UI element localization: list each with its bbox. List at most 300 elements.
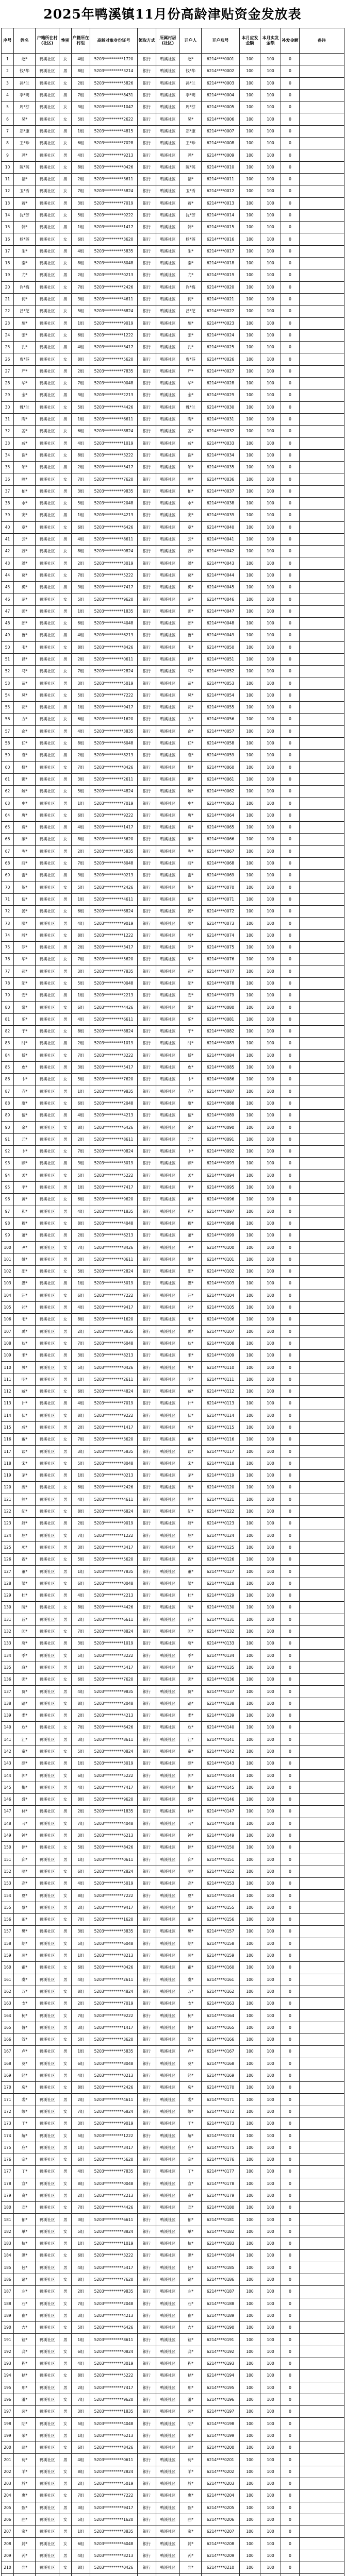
cell-account-number: 6214****0130 xyxy=(202,1602,240,1614)
table-row xyxy=(2,906,344,918)
cell-village-group: 8组 xyxy=(72,1602,90,1614)
cell-gender: 女 xyxy=(59,761,72,773)
cell-household-village: 鸭溪社区 xyxy=(36,857,59,869)
cell-name: 严* xyxy=(14,365,36,377)
cell-back-pay: 0 xyxy=(281,2214,300,2226)
cell-back-pay: 0 xyxy=(281,1301,300,1313)
cell-remarks xyxy=(300,1122,344,1133)
cell-amount-paid: 100 xyxy=(260,990,281,1002)
cell-payment-method: 银行 xyxy=(138,1446,156,1458)
cell-amount-paid: 100 xyxy=(260,2550,281,2562)
cell-account-number: 6214****0088 xyxy=(202,1097,240,1109)
cell-village-group: 1组 xyxy=(72,2334,90,2346)
cell-village-group: 5组 xyxy=(72,786,90,798)
cell-name: 郁* xyxy=(14,2214,36,2226)
cell-name: 潘* xyxy=(14,557,36,569)
cell-remarks xyxy=(300,101,344,113)
cell-gender: 女 xyxy=(59,1602,72,1614)
cell-account-holder: 时* xyxy=(180,1038,202,1049)
cell-household-village: 鸭溪社区 xyxy=(36,2490,59,2502)
cell-payment-method: 银行 xyxy=(138,2130,156,2142)
cell-amount-due: 100 xyxy=(240,329,260,341)
cell-village-group: 2组 xyxy=(72,1230,90,1242)
page-title: 2025年鸭溪镇11月份高龄津贴资金发放表 xyxy=(43,7,302,22)
table-row xyxy=(2,2142,344,2154)
cell-account-holder: 邓* xyxy=(180,2202,202,2214)
cell-account-holder: 李*明 xyxy=(180,89,202,101)
cell-name: 戴* xyxy=(14,1434,36,1446)
cell-back-pay: 0 xyxy=(281,161,300,173)
cell-gender: 女 xyxy=(59,1217,72,1229)
cell-back-pay: 0 xyxy=(281,2322,300,2334)
cell-payment-method: 银行 xyxy=(138,1878,156,1890)
cell-account-number: 6214****0079 xyxy=(202,990,240,1002)
cell-account-number: 6214****0169 xyxy=(202,2070,240,2081)
cell-amount-due: 100 xyxy=(240,2370,260,2382)
cell-account-holder: 滕* xyxy=(180,918,202,929)
cell-id-number: 5203**********0426 xyxy=(90,1962,138,1974)
table-row xyxy=(2,1902,344,1913)
cell-account-number: 6214****0198 xyxy=(202,2418,240,2430)
cell-name: 水* xyxy=(14,497,36,509)
cell-village-group: 1组 xyxy=(72,1566,90,1578)
cell-account-number: 6214****0194 xyxy=(202,2370,240,2382)
cell-index: 2 xyxy=(2,65,14,77)
cell-household-village: 鸭溪社区 xyxy=(36,1337,59,1349)
cell-account-holder: 戴* xyxy=(180,1434,202,1446)
cell-amount-paid: 100 xyxy=(260,1554,281,1566)
cell-name: 张* xyxy=(14,329,36,341)
cell-name: 倪* xyxy=(14,893,36,905)
cell-household-village: 鸭溪社区 xyxy=(36,1301,59,1313)
cell-back-pay: 0 xyxy=(281,1866,300,1877)
cell-household-village: 鸭溪社区 xyxy=(36,1758,59,1770)
cell-name: 路* xyxy=(14,1698,36,1709)
cell-amount-due: 100 xyxy=(240,161,260,173)
cell-index: 174 xyxy=(2,2130,14,2142)
table-row xyxy=(2,449,344,461)
cell-account-holder: 滑* xyxy=(180,2394,202,2405)
cell-remarks xyxy=(300,1709,344,1721)
cell-gender: 男 xyxy=(59,1206,72,1217)
cell-payment-method: 银行 xyxy=(138,378,156,389)
cell-name: 章* xyxy=(14,521,36,533)
cell-payment-method: 银行 xyxy=(138,1133,156,1145)
cell-account-number: 6214****0097 xyxy=(202,1206,240,1217)
cell-payment-method: 银行 xyxy=(138,1374,156,1385)
cell-index: 154 xyxy=(2,1890,14,1902)
cell-payment-method: 银行 xyxy=(138,2310,156,2321)
cell-account-holder: 廉* xyxy=(180,834,202,845)
cell-gender: 女 xyxy=(59,2538,72,2550)
table-row xyxy=(2,2082,344,2094)
cell-index: 170 xyxy=(2,2082,14,2094)
cell-village-group: 2组 xyxy=(72,1518,90,1530)
cell-amount-paid: 100 xyxy=(260,1278,281,1290)
cell-account-number: 6214****0091 xyxy=(202,1133,240,1145)
cell-household-village: 鸭溪社区 xyxy=(36,702,59,714)
cell-account-holder: 花* xyxy=(180,702,202,714)
cell-account-number: 6214****0067 xyxy=(202,845,240,857)
cell-id-number: 5203**********2426 xyxy=(90,2082,138,2094)
cell-village-group: 8组 xyxy=(72,2562,90,2574)
cell-index: 128 xyxy=(2,1578,14,1589)
cell-name: 滕* xyxy=(14,918,36,929)
cell-account-number: 6214****0007 xyxy=(202,125,240,137)
cell-amount-paid: 100 xyxy=(260,569,281,581)
cell-back-pay: 0 xyxy=(281,714,300,725)
cell-remarks xyxy=(300,2298,344,2310)
cell-name: 项* xyxy=(14,1541,36,1553)
cell-back-pay: 0 xyxy=(281,2274,300,2285)
cell-back-pay: 0 xyxy=(281,2166,300,2178)
cell-amount-due: 100 xyxy=(240,1002,260,1013)
cell-payment-method: 银行 xyxy=(138,809,156,821)
cell-name: 支* xyxy=(14,1998,36,2010)
cell-account-holder: 伏* xyxy=(180,1410,202,1421)
cell-amount-paid: 100 xyxy=(260,1662,281,1673)
cell-id-number: 5203**********5620 xyxy=(90,2154,138,2165)
cell-account-holder: 方* xyxy=(180,714,202,725)
cell-name: 曹*芬 xyxy=(14,353,36,365)
cell-account-number: 6214****0015 xyxy=(202,222,240,233)
cell-amount-due: 100 xyxy=(240,1914,260,1926)
cell-account-number: 6214****0057 xyxy=(202,725,240,737)
cell-community: 鸭溪社区 xyxy=(156,2142,180,2154)
cell-community: 鸭溪社区 xyxy=(156,138,180,149)
cell-name: 裴* xyxy=(14,2406,36,2418)
cell-index: 120 xyxy=(2,1482,14,1494)
cell-household-village: 鸭溪社区 xyxy=(36,138,59,149)
cell-amount-due: 100 xyxy=(240,1110,260,1122)
cell-index: 146 xyxy=(2,1794,14,1806)
cell-back-pay: 0 xyxy=(281,1278,300,1290)
cell-id-number: 5203**********7417 xyxy=(90,582,138,594)
cell-account-holder: 祁* xyxy=(180,1301,202,1313)
cell-gender: 女 xyxy=(59,101,72,113)
cell-village-group: 1组 xyxy=(72,2430,90,2442)
cell-community: 鸭溪社区 xyxy=(156,2238,180,2250)
cell-account-holder: 王*珍 xyxy=(180,138,202,149)
cell-account-holder: 曹*芬 xyxy=(180,353,202,365)
cell-id-number: 5203**********1019 xyxy=(90,437,138,449)
cell-village-group: 3组 xyxy=(72,1541,90,1553)
cell-name: 邵* xyxy=(14,1265,36,1277)
cell-amount-due: 100 xyxy=(240,101,260,113)
cell-community: 鸭溪社区 xyxy=(156,2166,180,2178)
cell-id-number: 5203**********6048 xyxy=(90,1337,138,1349)
table-row xyxy=(2,2358,344,2370)
cell-index: 85 xyxy=(2,1061,14,1073)
cell-back-pay: 0 xyxy=(281,2310,300,2321)
cell-amount-due: 100 xyxy=(240,2346,260,2358)
cell-household-village: 鸭溪社区 xyxy=(36,929,59,941)
cell-amount-paid: 100 xyxy=(260,101,281,113)
cell-payment-method: 银行 xyxy=(138,1217,156,1229)
cell-payment-method: 银行 xyxy=(138,1650,156,1662)
cell-id-number: 5203**********7417 xyxy=(90,1782,138,1793)
cell-household-village: 鸭溪社区 xyxy=(36,2454,59,2466)
cell-index: 148 xyxy=(2,1818,14,1829)
cell-index: 4 xyxy=(2,89,14,101)
cell-index: 23 xyxy=(2,317,14,329)
cell-community: 鸭溪社区 xyxy=(156,1194,180,1206)
table-row xyxy=(2,149,344,161)
cell-remarks xyxy=(300,1194,344,1206)
cell-household-village: 鸭溪社区 xyxy=(36,1061,59,1073)
cell-account-holder: 夏* xyxy=(180,1890,202,1902)
cell-remarks xyxy=(300,2418,344,2430)
cell-payment-method: 银行 xyxy=(138,1734,156,1745)
cell-village-group: 7组 xyxy=(72,666,90,677)
cell-payment-method: 银行 xyxy=(138,2274,156,2285)
cell-name: 羿* xyxy=(14,2562,36,2574)
cell-village-group: 2组 xyxy=(72,77,90,89)
cell-gender: 女 xyxy=(59,185,72,197)
cell-account-number: 6214****0121 xyxy=(202,1494,240,1505)
table-row xyxy=(2,1458,344,1469)
cell-name: 褚* xyxy=(14,173,36,185)
cell-id-number: 5203**********6426 xyxy=(90,1722,138,1734)
cell-payment-method: 银行 xyxy=(138,485,156,497)
cell-back-pay: 0 xyxy=(281,1242,300,1253)
cell-amount-due: 100 xyxy=(240,1242,260,1253)
cell-amount-paid: 100 xyxy=(260,258,281,269)
cell-community: 鸭溪社区 xyxy=(156,1782,180,1793)
cell-amount-paid: 100 xyxy=(260,630,281,641)
cell-account-holder: 柳* xyxy=(180,761,202,773)
cell-community: 鸭溪社区 xyxy=(156,1049,180,1061)
cell-remarks xyxy=(300,2574,344,2576)
cell-village-group: 2组 xyxy=(72,1133,90,1145)
cell-account-holder: 娄* xyxy=(180,1709,202,1721)
cell-remarks xyxy=(300,1722,344,1734)
cell-village-group: 2组 xyxy=(72,2382,90,2394)
table-row xyxy=(2,2574,344,2576)
cell-payment-method: 银行 xyxy=(138,737,156,749)
cell-account-number: 6214****0104 xyxy=(202,1290,240,1301)
cell-id-number: 5203**********8426 xyxy=(90,2442,138,2454)
cell-id-number: 5203**********7222 xyxy=(90,689,138,701)
cell-index: 33 xyxy=(2,437,14,449)
cell-household-village: 鸭溪社区 xyxy=(36,1482,59,1494)
col-header-community: 所属村居(社区) xyxy=(156,28,180,54)
table-row xyxy=(2,2430,344,2442)
cell-household-village: 鸭溪社区 xyxy=(36,822,59,834)
cell-account-number: 6214****0017 xyxy=(202,245,240,257)
cell-index: 201 xyxy=(2,2454,14,2466)
cell-community: 鸭溪社区 xyxy=(156,918,180,929)
cell-amount-paid: 100 xyxy=(260,2274,281,2285)
cell-name: 林* xyxy=(14,1806,36,1818)
cell-id-number: 5203**********1620 xyxy=(90,2514,138,2526)
cell-account-holder: 崔* xyxy=(180,2310,202,2321)
cell-account-number: 6214****0033 xyxy=(202,437,240,449)
cell-account-holder: 葛* xyxy=(180,569,202,581)
cell-community: 鸭溪社区 xyxy=(156,1458,180,1469)
cell-remarks xyxy=(300,2046,344,2058)
cell-id-number: 5203**********7620 xyxy=(90,473,138,485)
cell-household-village: 鸭溪社区 xyxy=(36,2286,59,2298)
cell-back-pay: 0 xyxy=(281,941,300,953)
cell-amount-due: 100 xyxy=(240,1337,260,1349)
cell-account-number: 6214****0131 xyxy=(202,1614,240,1625)
cell-back-pay: 0 xyxy=(281,653,300,665)
cell-payment-method: 银行 xyxy=(138,1253,156,1265)
cell-account-holder: 缪* xyxy=(180,2106,202,2117)
table-row xyxy=(2,389,344,401)
cell-account-holder: 褚* xyxy=(180,173,202,185)
cell-payment-method: 银行 xyxy=(138,641,156,653)
cell-id-number: 5203**********3214 xyxy=(90,65,138,77)
cell-id-number: 5203**********6611 xyxy=(90,413,138,425)
table-row xyxy=(2,1002,344,1013)
cell-amount-due: 100 xyxy=(240,1938,260,1950)
cell-gender: 男 xyxy=(59,2046,72,2058)
cell-amount-paid: 100 xyxy=(260,2370,281,2382)
table-row xyxy=(2,1842,344,1854)
cell-name: 尤* xyxy=(14,269,36,281)
cell-id-number: 5203**********8426 xyxy=(90,1842,138,1854)
table-row xyxy=(2,666,344,677)
cell-back-pay: 0 xyxy=(281,1133,300,1145)
cell-name: 云* xyxy=(14,533,36,545)
cell-community: 鸭溪社区 xyxy=(156,2478,180,2489)
cell-index: 11 xyxy=(2,173,14,185)
table-row xyxy=(2,426,344,437)
cell-account-holder: 甄* xyxy=(180,2502,202,2514)
cell-account-holder: 蔡* xyxy=(180,1902,202,1913)
cell-name: 解* xyxy=(14,2130,36,2142)
cell-id-number: 5203**********2426 xyxy=(90,882,138,893)
cell-payment-method: 银行 xyxy=(138,557,156,569)
cell-community: 鸭溪社区 xyxy=(156,1974,180,1986)
cell-index: 63 xyxy=(2,798,14,809)
cell-back-pay: 0 xyxy=(281,1530,300,1541)
cell-village-group: 6组 xyxy=(72,1097,90,1109)
cell-account-number: 6214****0168 xyxy=(202,2058,240,2070)
cell-household-village: 鸭溪社区 xyxy=(36,54,59,65)
cell-index: 177 xyxy=(2,2166,14,2178)
cell-index: 25 xyxy=(2,342,14,353)
cell-amount-due: 100 xyxy=(240,317,260,329)
cell-village-group: 6组 xyxy=(72,2538,90,2550)
cell-back-pay: 0 xyxy=(281,630,300,641)
table-row xyxy=(2,1854,344,1866)
cell-remarks xyxy=(300,1938,344,1950)
table-row xyxy=(2,245,344,257)
cell-index: 43 xyxy=(2,557,14,569)
cell-household-village: 鸭溪社区 xyxy=(36,1890,59,1902)
cell-community: 鸭溪社区 xyxy=(156,1662,180,1673)
cell-village-group: 7组 xyxy=(72,185,90,197)
cell-village-group: 1组 xyxy=(72,990,90,1002)
cell-back-pay: 0 xyxy=(281,329,300,341)
cell-back-pay: 0 xyxy=(281,89,300,101)
cell-amount-due: 100 xyxy=(240,125,260,137)
cell-gender: 男 xyxy=(59,773,72,785)
cell-community: 鸭溪社区 xyxy=(156,582,180,594)
cell-payment-method xyxy=(138,2574,156,2576)
cell-account-holder: 许*梅 xyxy=(180,281,202,293)
cell-payment-method: 银行 xyxy=(138,1686,156,1698)
cell-back-pay: 0 xyxy=(281,1398,300,1410)
cell-remarks xyxy=(300,761,344,773)
table-row xyxy=(2,1829,344,1841)
cell-household-village: 鸭溪社区 xyxy=(36,1470,59,1482)
cell-village-group: 1组 xyxy=(72,2526,90,2538)
cell-name: 柯* xyxy=(14,2010,36,2022)
cell-account-holder: 邹* xyxy=(180,462,202,473)
cell-id-number: 5203**********3222 xyxy=(90,1049,138,1061)
cell-account-holder: 梅* xyxy=(180,1782,202,1793)
cell-account-holder: 韦* xyxy=(180,641,202,653)
table-row xyxy=(2,809,344,821)
cell-amount-paid: 100 xyxy=(260,977,281,989)
cell-remarks xyxy=(300,546,344,557)
cell-name: 谈* xyxy=(14,1446,36,1458)
cell-gender: 女 xyxy=(59,786,72,798)
cell-payment-method: 银行 xyxy=(138,2370,156,2382)
cell-index: 155 xyxy=(2,1902,14,1913)
cell-name: 董* xyxy=(14,1566,36,1578)
cell-index: 183 xyxy=(2,2238,14,2250)
cell-household-village: 鸭溪社区 xyxy=(36,2166,59,2178)
cell-account-number: 6214****0206 xyxy=(202,2514,240,2526)
cell-amount-due: 100 xyxy=(240,1794,260,1806)
cell-village-group: 5组 xyxy=(72,2130,90,2142)
cell-name: 吴* xyxy=(14,113,36,125)
cell-index: 103 xyxy=(2,1278,14,1290)
cell-household-village: 鸭溪社区 xyxy=(36,2538,59,2550)
cell-name: 窦* xyxy=(14,510,36,521)
cell-amount-paid: 100 xyxy=(260,197,281,209)
cell-village-group: 4组 xyxy=(72,725,90,737)
cell-community: 鸭溪社区 xyxy=(156,2214,180,2226)
cell-gender: 女 xyxy=(59,1170,72,1181)
cell-remarks xyxy=(300,209,344,221)
table-row xyxy=(2,582,344,594)
cell-village-group: 5组 xyxy=(72,2033,90,2045)
cell-remarks xyxy=(300,1217,344,1229)
table-row xyxy=(2,1206,344,1217)
cell-account-number: 6214****0069 xyxy=(202,870,240,882)
cell-remarks xyxy=(300,389,344,401)
cell-account-holder: 米* xyxy=(180,1350,202,1362)
cell-village-group: 3组 xyxy=(72,1061,90,1073)
cell-account-holder: 吉* xyxy=(180,2322,202,2334)
cell-gender: 女 xyxy=(59,1049,72,1061)
cell-name: 屈* xyxy=(14,1530,36,1541)
cell-back-pay: 0 xyxy=(281,306,300,317)
cell-index: 195 xyxy=(2,2382,14,2394)
cell-payment-method: 银行 xyxy=(138,497,156,509)
cell-index: 157 xyxy=(2,1926,14,1938)
cell-name: 单* xyxy=(14,2226,36,2238)
cell-name: 酆* xyxy=(14,773,36,785)
cell-community: 鸭溪社区 xyxy=(156,809,180,821)
cell-gender: 女 xyxy=(59,1002,72,1013)
cell-name: 苗* xyxy=(14,677,36,689)
cell-payment-method: 银行 xyxy=(138,473,156,485)
cell-back-pay: 0 xyxy=(281,1362,300,1374)
table-row xyxy=(2,1097,344,1109)
cell-id-number: 5203**********1835 xyxy=(90,2406,138,2418)
cell-payment-method: 银行 xyxy=(138,1638,156,1650)
cell-household-village: 鸭溪社区 xyxy=(36,1662,59,1673)
cell-amount-due: 100 xyxy=(240,138,260,149)
table-row xyxy=(2,2250,344,2262)
